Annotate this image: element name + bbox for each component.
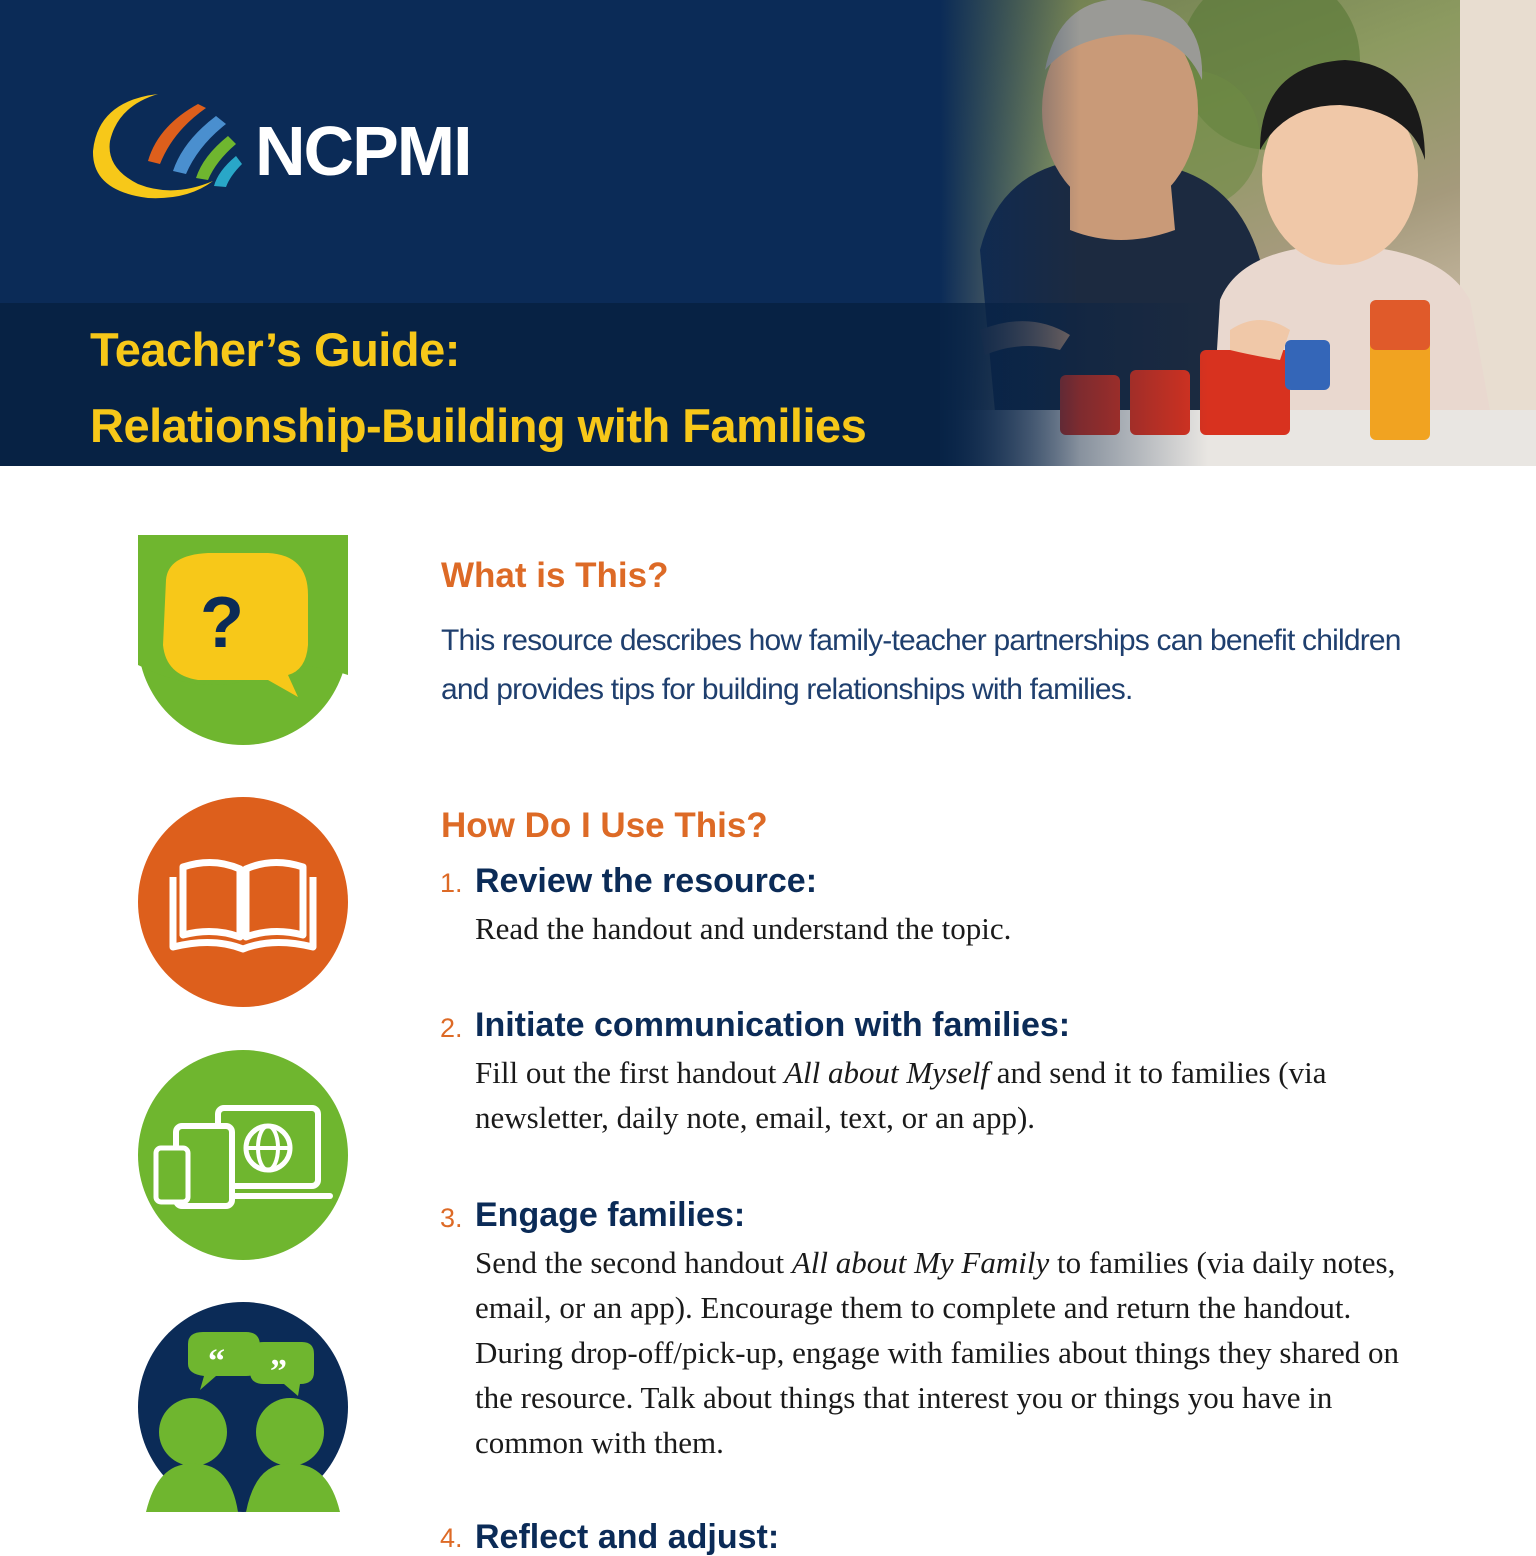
step-title: Reflect and adjust:	[475, 1518, 780, 1556]
header-photo	[940, 0, 1536, 466]
step-title: Review the resource:	[475, 862, 818, 900]
step-body	[475, 1050, 1435, 1140]
step-text: Send the second handout	[475, 1245, 792, 1280]
step-text: and send it to families (via newsletter, daily note, email, text, or an app).	[475, 1055, 1327, 1135]
step-text: Read the handout and understand the topic.	[475, 911, 1012, 946]
handout-title: All about My Family	[791, 1245, 1050, 1280]
step-number: 2.	[440, 1013, 463, 1043]
how-heading: How Do I Use This?	[441, 806, 768, 845]
what-description: This resource describes how family-teacher partnerships can benefit children and provides tips for building relationships with families.	[441, 624, 1401, 706]
devices-globe-icon	[138, 1050, 348, 1260]
title-line-1: Teacher’s Guide:	[90, 323, 460, 376]
step-body	[475, 1240, 1435, 1465]
svg-text:”: ”	[270, 1353, 287, 1390]
step-title: Initiate communication with families:	[475, 1006, 1071, 1044]
header-banner	[0, 0, 1536, 466]
handout-title: All about Myself	[784, 1055, 990, 1090]
photo-band-shade	[940, 303, 1536, 466]
logo-wordmark: NCPMI	[255, 112, 471, 190]
conversation-people-icon	[138, 1302, 348, 1512]
step-number: 3.	[440, 1203, 463, 1233]
svg-text:“: “	[208, 1343, 225, 1380]
step-number: 4.	[440, 1523, 463, 1553]
step-number: 1.	[440, 868, 463, 898]
step-body	[475, 906, 1435, 951]
open-book-icon	[138, 797, 348, 1007]
title-line-2: Relationship-Building with Families	[90, 399, 867, 452]
step-text: to families (via daily notes, email, or an app). Encourage them to complete and return the handout. During drop-off/pick-up, engage with families about things they shared on the resource. Talk about things that interest you or things you have in common with them.	[475, 1245, 1400, 1460]
step-text: Fill out the first handout	[475, 1055, 785, 1090]
step-title: Engage families:	[475, 1196, 746, 1234]
what-heading: What is This?	[441, 556, 669, 595]
svg-text:?: ?	[200, 583, 244, 663]
question-speech-bubble-icon	[138, 535, 348, 745]
